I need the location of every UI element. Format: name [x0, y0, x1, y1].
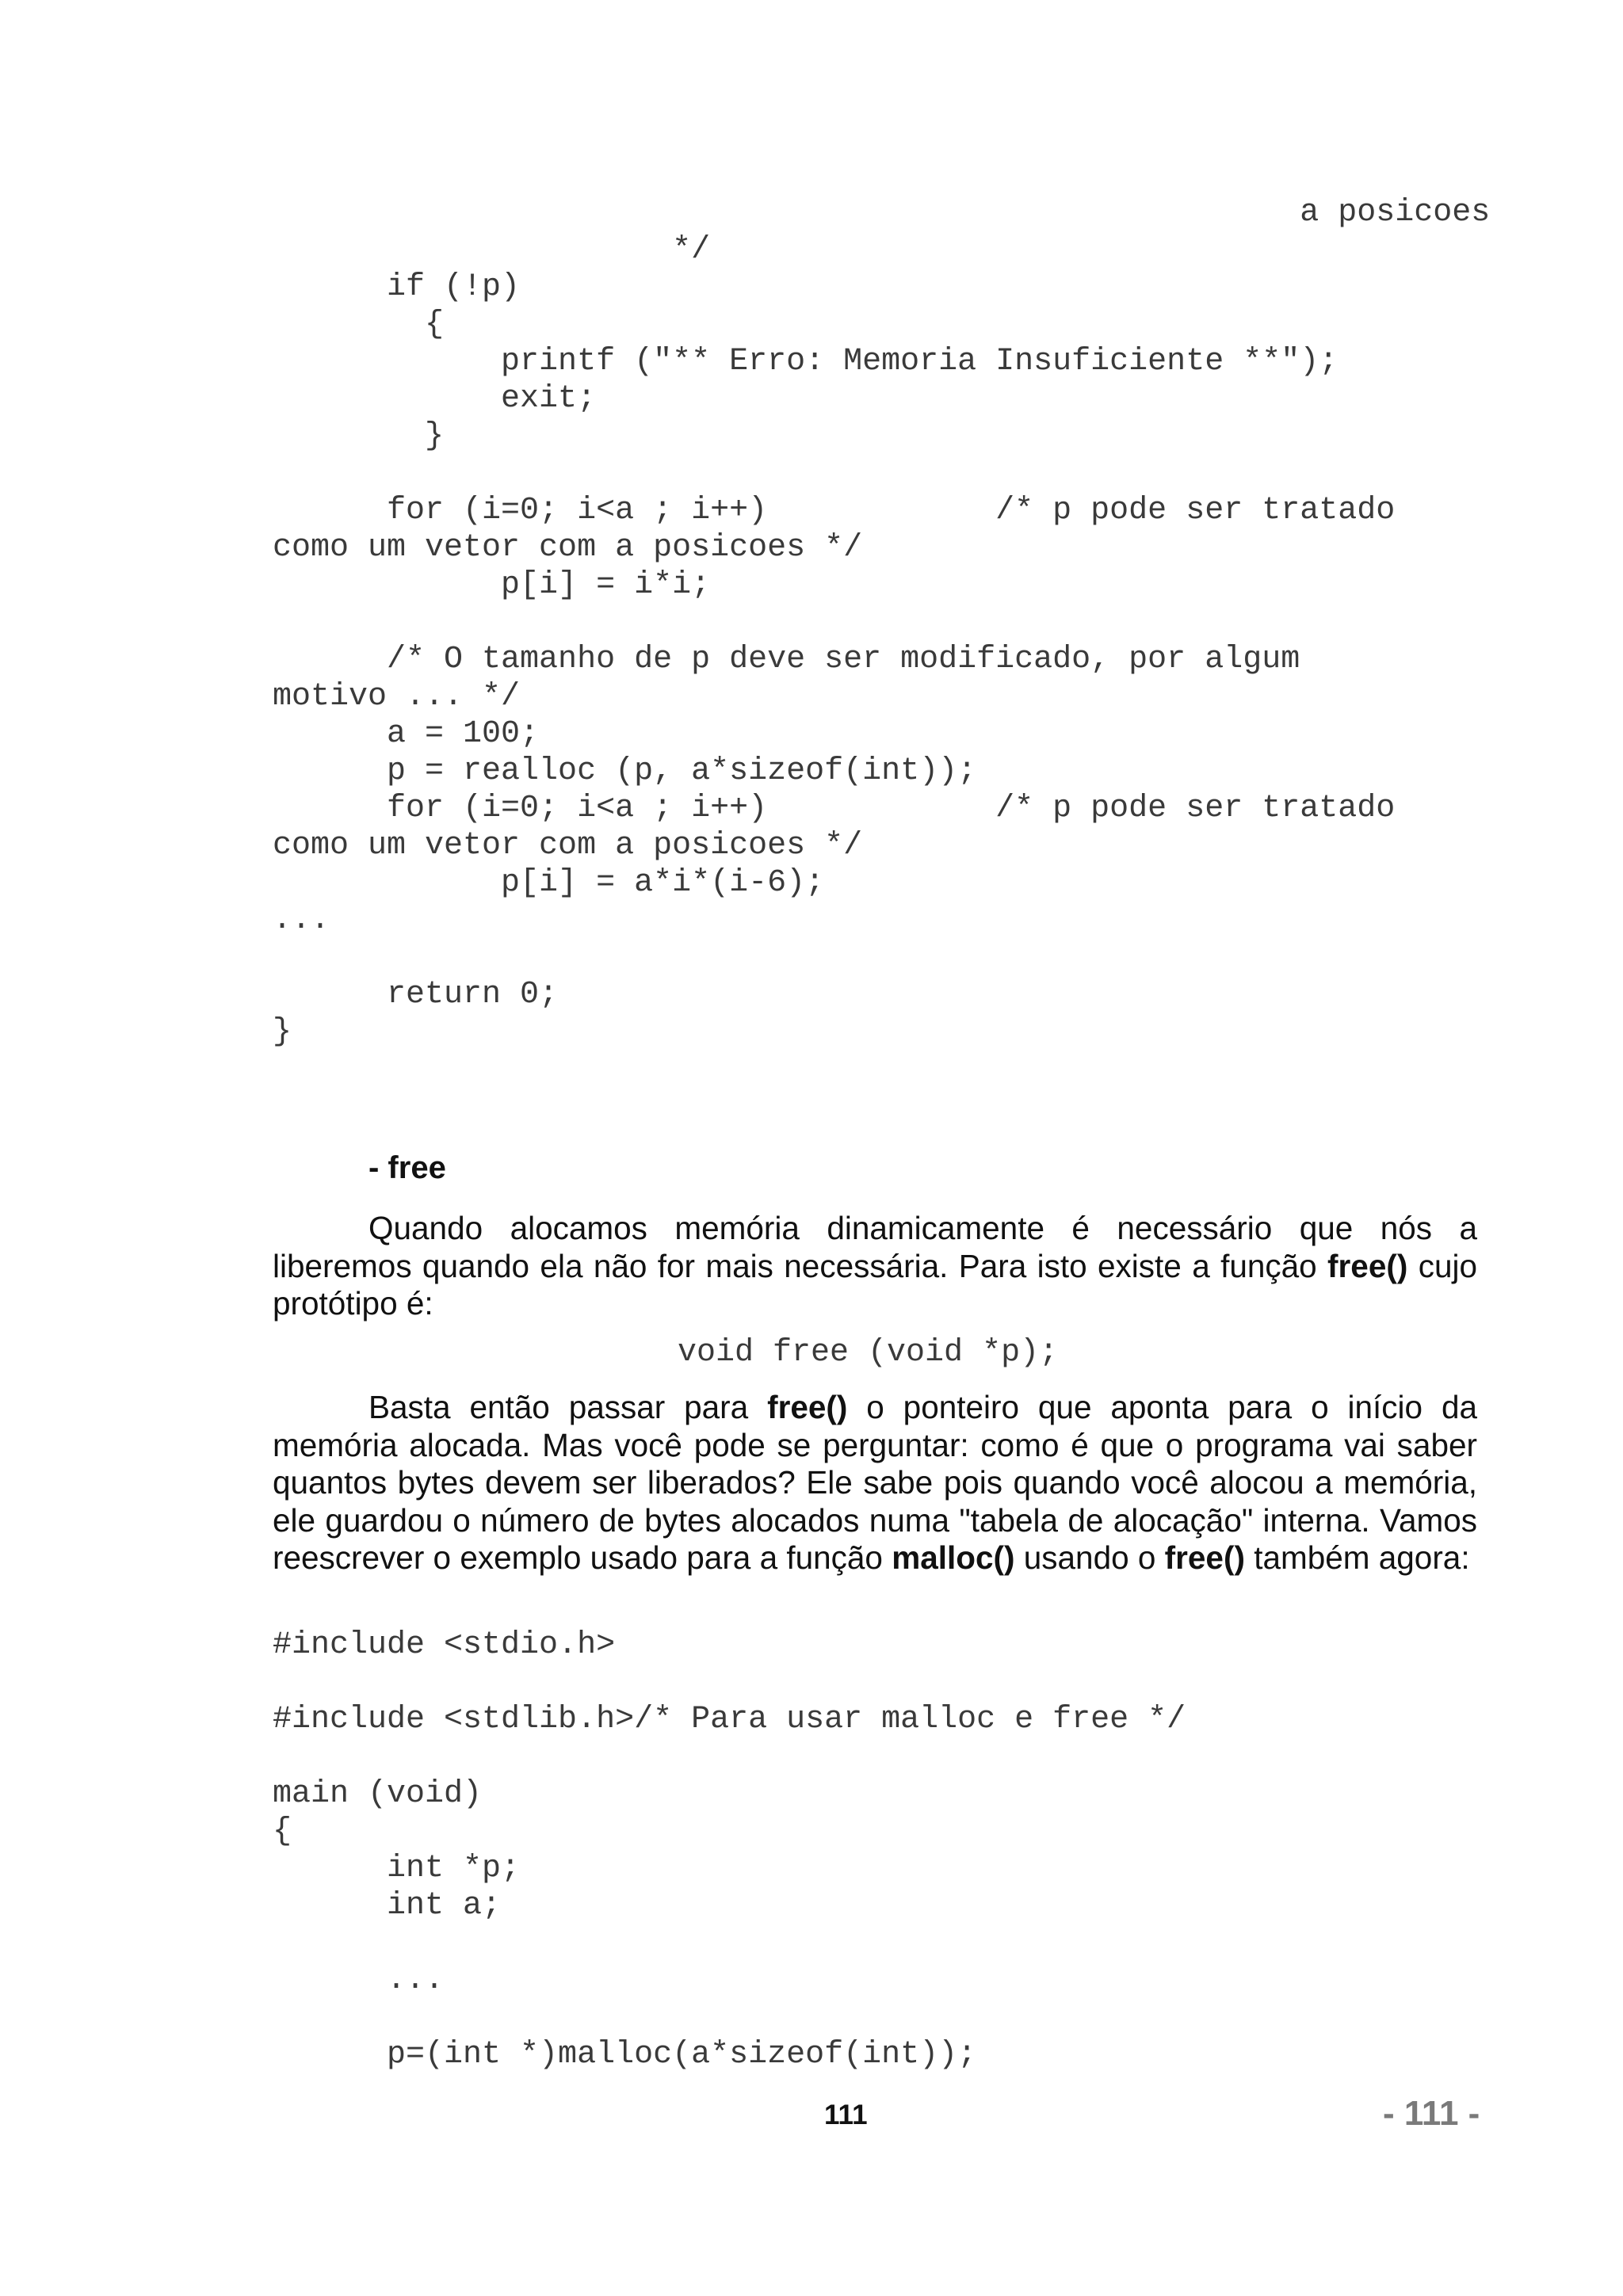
section-heading-free: - free [369, 1150, 446, 1185]
para2-text-1: Basta então passar para [369, 1389, 768, 1425]
para2-text-2: o ponteiro que aponta para o início da memória alocada. Mas você pode se perguntar: como é que o programa vai saber quantos bytes devem ser liberados? Ele sabe pois quando você alocou a memória, ele guardou o número de bytes alocados numa "tabela de alocação" interna. Vamos reescrever o exemplo usado para a função [273, 1389, 1477, 1576]
code-line: p=(int *)malloc(a*sizeof(int)); [273, 2037, 977, 2073]
free-prototype: void free (void *p); [678, 1335, 1059, 1371]
code-line: p[i] = a*i*(i-6); [273, 865, 825, 901]
para1-text-end: cujo protótipo é: [273, 1247, 1477, 1322]
para2-free-keyword-1: free() [767, 1389, 848, 1425]
code-line: main (void) [273, 1776, 483, 1812]
code-line: for (i=0; i<a ; i++) /* p pode ser tratado [273, 791, 1396, 826]
code-line: como um vetor com a posicoes */ [273, 828, 863, 864]
page-number-label: - 111 - [1383, 2094, 1480, 2133]
code-block-realloc-example [273, 194, 1490, 1051]
code-line: return 0; [273, 977, 559, 1013]
code-line: ... [273, 1962, 445, 1998]
para2-free-keyword-2: free() [1164, 1539, 1245, 1576]
code-line: #include <stdio.h> [273, 1627, 616, 1663]
code-line: motivo ... */ [273, 679, 521, 715]
code-line: a posicoes [273, 195, 1491, 231]
code-line: if (!p) [273, 269, 521, 305]
code-line: printf ("** Erro: Memoria Insuficiente **"); [273, 344, 1338, 379]
code-line: ... [273, 902, 330, 938]
paragraph-free-explanation [273, 1389, 1477, 1577]
code-line: */ [273, 232, 711, 268]
para2-text-3: usando o [1014, 1539, 1165, 1576]
para2-malloc-keyword: malloc() [892, 1539, 1015, 1576]
code-line: } [273, 1014, 292, 1050]
code-line: int a; [273, 1888, 502, 1924]
code-line: } [273, 418, 445, 454]
code-block-free-example [273, 1627, 1186, 2073]
page-number-center: 111 [824, 2100, 868, 2130]
code-line: p[i] = i*i; [273, 567, 711, 603]
paragraph-free-intro [273, 1210, 1477, 1323]
code-line: { [273, 307, 445, 342]
para2-text-4: também agora: [1244, 1539, 1470, 1576]
code-line: /* O tamanho de p deve ser modificado, por algum [273, 642, 1300, 677]
code-line: for (i=0; i<a ; i++) /* p pode ser tratado [273, 493, 1396, 528]
code-line: #include <stdlib.h>/* Para usar malloc e free */ [273, 1702, 1186, 1737]
code-line: { [273, 1814, 292, 1849]
code-line: a = 100; [273, 716, 540, 752]
code-line: p = realloc (p, a*sizeof(int)); [273, 753, 977, 789]
code-line: int *p; [273, 1851, 521, 1886]
para1-free-keyword: free() [1327, 1247, 1408, 1284]
code-line: como um vetor com a posicoes */ [273, 530, 863, 566]
code-line: exit; [273, 381, 597, 417]
para1-text: Quando alocamos memória dinamicamente é necessário que nós a liberemos quando ela não for mais necessária. Para isto existe a função [273, 1210, 1477, 1284]
